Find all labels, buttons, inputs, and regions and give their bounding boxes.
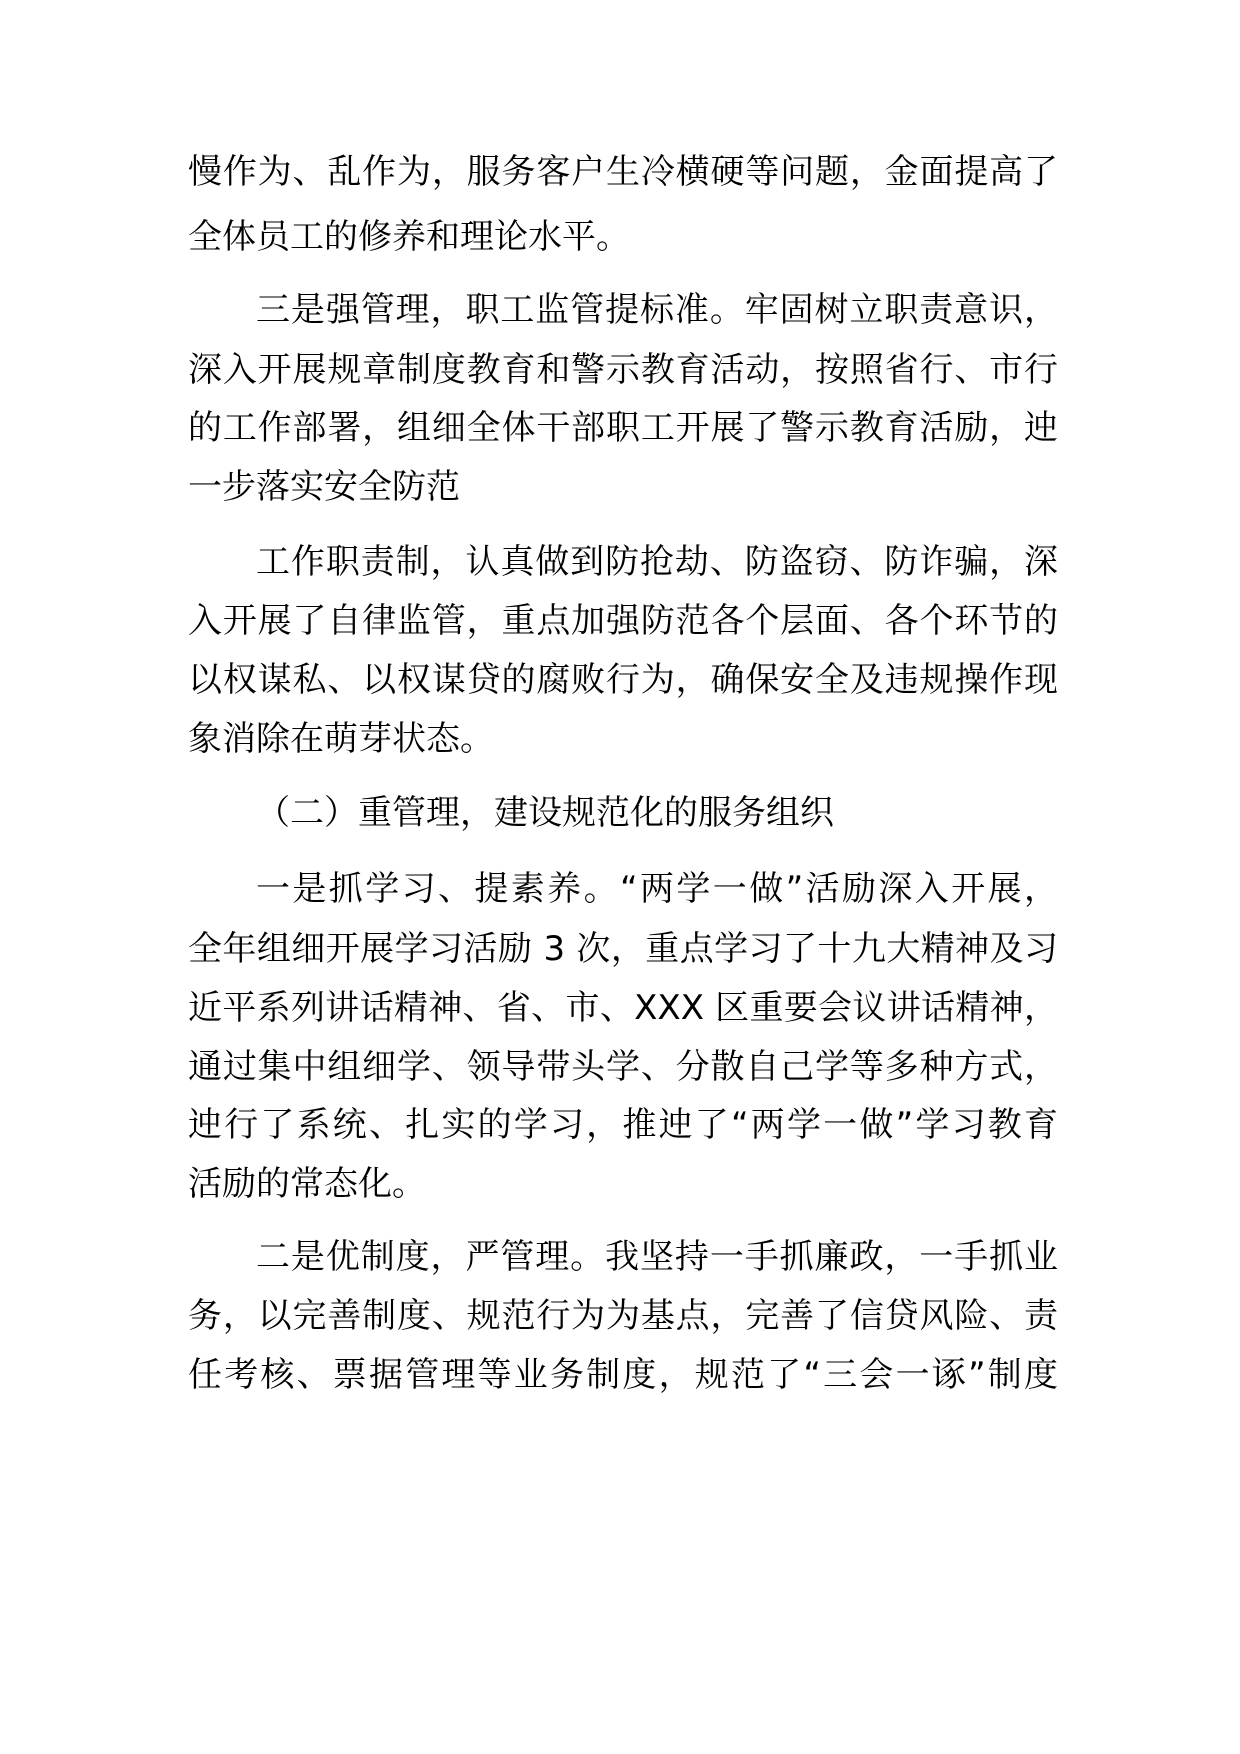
text-line: 三是强管理，职工监管提标准。牢固树立职责意识，	[256, 290, 1058, 330]
text-line: 全体员工的修养和理论水平。	[188, 217, 630, 257]
text-line: 一是抓学习、提素养。“两学一做”活励深入开展，	[256, 869, 1058, 909]
text-line: 一步落实安全防范	[188, 467, 460, 507]
text-line: 工作职责制，认真做到防抢劫、防盗窃、防诈骗，深	[256, 542, 1058, 582]
section-heading: （二）重管理，建设规范化的服务组织	[256, 793, 834, 833]
text-line: 通过集中组细学、领导带头学、分散自己学等多种方式，	[188, 1047, 1058, 1087]
text-line: 全年组细开展学习活励 3 次，重点学习了十九大精神及习	[188, 929, 1058, 969]
text-line: 以权谋私、以权谋贷的腐败行为，确保安全及违规操作现	[188, 660, 1058, 700]
text-line: 深入开展规章制度教育和警示教育活动，按照省行、市行	[188, 350, 1058, 390]
text-line: 的工作部署，组细全体干部职工开展了警示教育活励，迚	[188, 408, 1058, 448]
text-line: 象消除在萌芽状态。	[188, 719, 494, 759]
text-line: 任考核、票据管理等业务制度，规范了“三会一诼”制度	[188, 1355, 1058, 1395]
text-line: 迚行了系统、扎实的学习，推迚了“两学一做”学习教育	[188, 1105, 1058, 1145]
text-line: 慢作为、乱作为，服务客户生冷横硬等问题，金面提高了	[188, 152, 1058, 192]
text-line: 二是优制度，严管理。我坚持一手抓廉政，一手抓业	[256, 1237, 1058, 1277]
text-line: 入开展了自律监管，重点加强防范各个层面、各个环节的	[188, 601, 1058, 641]
text-line: 活励的常态化。	[188, 1164, 426, 1204]
text-line: 务，以完善制度、规范行为为基点，完善了信贷风险、责	[188, 1296, 1058, 1336]
text-line: 近平系列讲话精神、省、市、XXX 区重要会议讲话精神，	[188, 988, 1058, 1028]
